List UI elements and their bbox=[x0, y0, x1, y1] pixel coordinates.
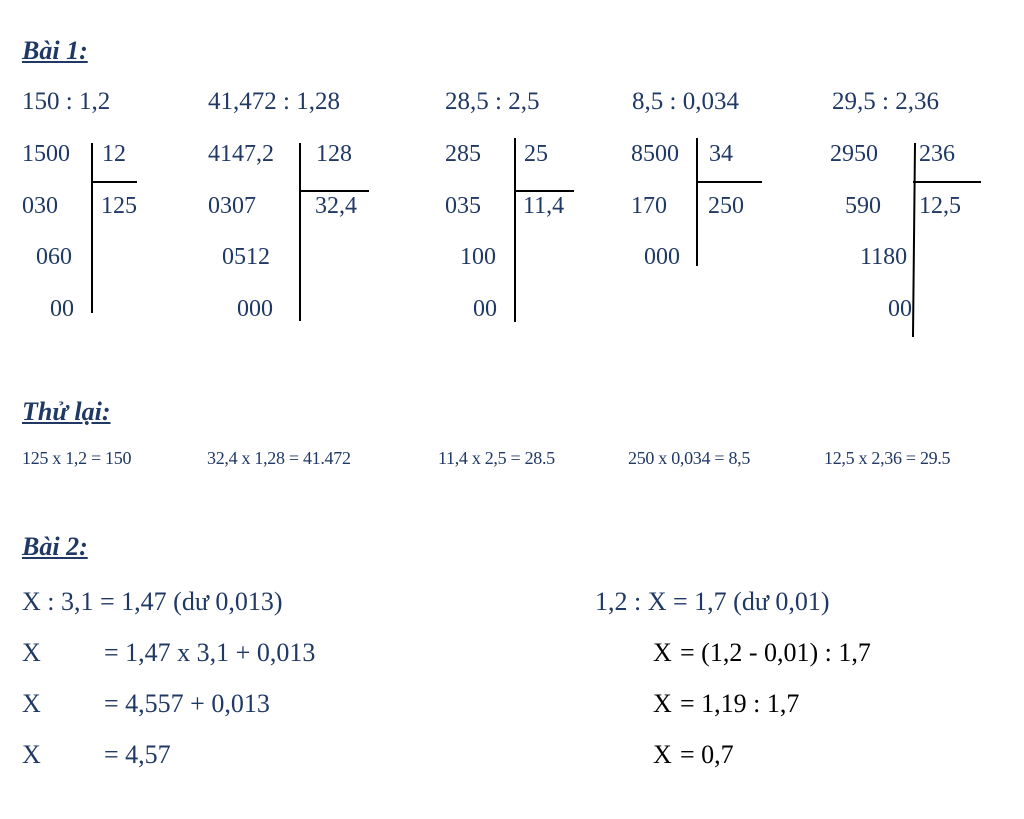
check-5: 12,5 x 2,36 = 29.5 bbox=[824, 448, 951, 468]
equation-expr: = 0,7 bbox=[680, 740, 734, 769]
division-step: 100 bbox=[460, 244, 496, 270]
divisor: 128 bbox=[316, 141, 352, 167]
quotient: 12,5 bbox=[919, 193, 961, 219]
division-step: 00 bbox=[473, 296, 497, 322]
dividend: 2950 bbox=[830, 141, 878, 167]
equation-var: X bbox=[22, 638, 41, 667]
division-problem-3: 28,5 : 2,5 bbox=[445, 88, 540, 115]
division-vertical-bar bbox=[912, 143, 916, 337]
divisor: 34 bbox=[709, 141, 733, 167]
heading-bai-2: Bài 2: bbox=[22, 532, 88, 561]
division-step: 590 bbox=[845, 193, 881, 219]
equation-expr: = 1,19 : 1,7 bbox=[680, 689, 800, 718]
dividend: 4147,2 bbox=[208, 141, 274, 167]
division-horizontal-bar bbox=[514, 190, 574, 192]
division-problem-2: 41,472 : 1,28 bbox=[208, 88, 340, 115]
check-3: 11,4 x 2,5 = 28.5 bbox=[438, 448, 555, 468]
equation-expr: = 4,57 bbox=[104, 740, 171, 769]
dividend: 285 bbox=[445, 141, 481, 167]
equation-line: 1,2 : X = 1,7 (dư 0,01) bbox=[595, 587, 830, 616]
heading-thu-lai: Thử lại: bbox=[22, 397, 111, 426]
dividend: 1500 bbox=[22, 141, 70, 167]
division-vertical-bar bbox=[299, 143, 301, 321]
divisor: 25 bbox=[524, 141, 548, 167]
division-step: 000 bbox=[237, 296, 273, 322]
equation-expr: = 1,47 x 3,1 + 0,013 bbox=[104, 638, 316, 667]
division-step: 170 bbox=[631, 193, 667, 219]
division-problem-5: 29,5 : 2,36 bbox=[832, 88, 939, 115]
division-problem-1: 150 : 1,2 bbox=[22, 88, 111, 115]
check-1: 125 x 1,2 = 150 bbox=[22, 448, 132, 468]
division-step: 1180 bbox=[860, 244, 908, 270]
divisor: 236 bbox=[919, 141, 955, 167]
division-problem-4: 8,5 : 0,034 bbox=[632, 88, 739, 115]
heading-bai-1: Bài 1: bbox=[22, 36, 88, 65]
division-step: 000 bbox=[644, 244, 680, 270]
equation-var: X bbox=[653, 638, 672, 667]
dividend: 8500 bbox=[631, 141, 679, 167]
quotient: 125 bbox=[101, 193, 137, 219]
quotient: 250 bbox=[708, 193, 744, 219]
equation-var: X bbox=[22, 740, 41, 769]
check-2: 32,4 x 1,28 = 41.472 bbox=[207, 448, 351, 468]
quotient: 32,4 bbox=[315, 193, 357, 219]
division-step: 030 bbox=[22, 193, 58, 219]
division-horizontal-bar bbox=[299, 190, 369, 192]
division-vertical-bar bbox=[514, 138, 516, 322]
equation-var: X bbox=[653, 740, 672, 769]
equation-line: X : 3,1 = 1,47 (dư 0,013) bbox=[22, 587, 283, 616]
division-vertical-bar bbox=[91, 143, 93, 313]
equation-expr: = (1,2 - 0,01) : 1,7 bbox=[680, 638, 871, 667]
division-horizontal-bar bbox=[913, 181, 981, 183]
division-step: 0307 bbox=[208, 193, 256, 219]
division-step: 00 bbox=[888, 296, 912, 322]
division-horizontal-bar bbox=[91, 181, 137, 183]
division-vertical-bar bbox=[696, 138, 698, 266]
check-4: 250 x 0,034 = 8,5 bbox=[628, 448, 751, 468]
equation-var: X bbox=[22, 689, 41, 718]
division-step: 0512 bbox=[222, 244, 270, 270]
division-step: 060 bbox=[36, 244, 72, 270]
division-step: 035 bbox=[445, 193, 481, 219]
quotient: 11,4 bbox=[523, 193, 565, 219]
division-horizontal-bar bbox=[696, 181, 762, 183]
equation-var: X bbox=[653, 689, 672, 718]
division-step: 00 bbox=[50, 296, 74, 322]
equation-expr: = 4,557 + 0,013 bbox=[104, 689, 270, 718]
divisor: 12 bbox=[102, 141, 126, 167]
